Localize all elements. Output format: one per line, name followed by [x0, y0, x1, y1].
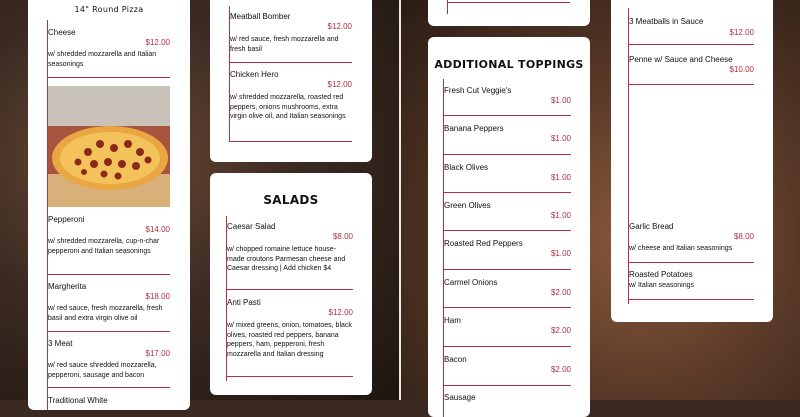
- salads-menu-card: [210, 173, 372, 395]
- item-name: Green Olives: [444, 201, 491, 210]
- menu-item-3-meatballs: [629, 17, 754, 43]
- item-name: Banana Peppers: [444, 124, 504, 133]
- item-divider: [444, 346, 571, 347]
- item-divider: [448, 2, 570, 3]
- item-price: $2.00: [550, 326, 571, 335]
- item-name: Meatball Bomber: [230, 12, 291, 21]
- item-price: $14.00: [145, 225, 170, 234]
- item-description: w/ Italian seasonings: [629, 282, 694, 289]
- sides-item-list: [628, 8, 754, 304]
- item-name: Roasted Potatoes: [629, 270, 693, 279]
- panel-divider: [399, 0, 401, 400]
- item-description: w/ shredded mozzarella, roasted red peppers, onions mushrooms, extra virgin olive oil, and Italian seasonings: [230, 94, 346, 121]
- item-price: $2.00: [550, 365, 571, 374]
- item-description: w/ red sauce, fresh mozzarella, fresh basil and extra virgin olive oil: [48, 305, 163, 322]
- menu-item-caesar-salad: [227, 222, 353, 296]
- toppings-item-list: [443, 79, 571, 417]
- item-price: $2.00: [550, 288, 571, 297]
- item-divider: [48, 274, 170, 275]
- item-divider: [48, 77, 170, 78]
- item-price: $1.00: [550, 96, 571, 105]
- item-divider: [444, 154, 571, 155]
- partial-menu-card-top: [428, 0, 590, 26]
- topping-item: [444, 278, 571, 310]
- item-description: w/ shredded mozzarella and Italian seasonings: [48, 51, 157, 68]
- salads-item-list: [226, 216, 353, 381]
- sides-menu-card: [611, 0, 773, 322]
- item-description: w/ red sauce shredded mozzarella, pepperoni, sausage and bacon: [48, 362, 157, 379]
- item-divider: [444, 385, 571, 386]
- item-divider: [227, 289, 353, 290]
- item-name: Anti Pasti: [227, 298, 261, 307]
- item-price: $17.00: [145, 349, 170, 358]
- item-price: $10.00: [729, 65, 754, 74]
- menu-item-anti-pasti: [227, 298, 353, 376]
- item-price: $8.00: [733, 232, 754, 241]
- item-divider: [444, 307, 571, 308]
- pizza-item-list: [47, 20, 170, 410]
- toppings-menu-card: [428, 37, 590, 417]
- menu-item-meatball-bomber: [230, 12, 352, 66]
- item-divider: [444, 230, 571, 231]
- item-name: Garlic Bread: [629, 222, 674, 231]
- item-price: $8.00: [332, 232, 353, 241]
- item-divider: [227, 376, 353, 377]
- item-description: w/ shredded mozzarella, cup-n-char pepperoni and Italian seasonings: [48, 238, 160, 255]
- menu-item-chicken-hero: [230, 70, 352, 142]
- menu-item-pepperoni: [48, 215, 170, 275]
- menu-item-cheese: [48, 28, 170, 78]
- menu-item-traditional-white: [48, 396, 170, 410]
- item-name: Traditional White: [48, 396, 108, 405]
- topping-item: [444, 201, 571, 233]
- item-name: 3 Meatballs in Sauce: [629, 17, 704, 26]
- item-name: Sausage: [444, 393, 476, 402]
- item-divider: [230, 62, 352, 63]
- menu-item-3-meat: [48, 339, 170, 389]
- card-title: 14" Round Pizza: [74, 5, 144, 14]
- partial-item-list: [447, 0, 570, 14]
- item-description: w/ red sauce, fresh mozzarella and fresh basil: [230, 36, 339, 53]
- item-price: $18.00: [145, 292, 170, 301]
- item-divider: [444, 192, 571, 193]
- item-name: Penne w/ Sauce and Cheese: [629, 55, 733, 64]
- pizza-image: [48, 86, 170, 207]
- item-price: $12.00: [327, 22, 352, 31]
- topping-item: [444, 355, 571, 387]
- item-name: Fresh Cut Veggie's: [444, 86, 512, 95]
- pizza-photo: [48, 86, 170, 207]
- card-title: SALADS: [263, 193, 319, 207]
- item-divider: [629, 262, 754, 263]
- item-description: w/ cheese and Italian seasonings: [629, 245, 733, 252]
- item-name: Caesar Salad: [227, 222, 276, 231]
- topping-item: [444, 316, 571, 348]
- item-description: w/ mixed greens, onion, tomatoes, black olives, roasted red peppers, banana peppers, ham, pepperoni, fresh mozzarella and Italian dressing: [227, 322, 352, 358]
- menu-item-margherita: [48, 282, 170, 332]
- item-price: $1.00: [550, 173, 571, 182]
- item-name: Chicken Hero: [230, 70, 279, 79]
- pizza-menu-card: [28, 0, 190, 410]
- item-name: Ham: [444, 316, 461, 325]
- item-name: Carmel Onions: [444, 278, 498, 287]
- hoagies-item-list: [229, 6, 352, 142]
- item-name: Cheese: [48, 28, 76, 37]
- topping-item: [444, 393, 571, 407]
- menu-item-penne: [629, 55, 754, 85]
- item-divider: [444, 115, 571, 116]
- menu-item-roasted-potatoes: [629, 270, 754, 306]
- item-divider: [48, 387, 170, 388]
- item-price: $12.00: [145, 38, 170, 47]
- menu-item-garlic-bread: [629, 222, 754, 264]
- item-price: $12.00: [327, 80, 352, 89]
- hoagies-menu-card: [210, 0, 372, 162]
- item-price: $12.00: [328, 308, 353, 317]
- item-divider: [444, 269, 571, 270]
- item-divider: [629, 44, 754, 45]
- item-price: $1.00: [550, 134, 571, 143]
- item-name: 3 Meat: [48, 339, 73, 348]
- item-divider: [629, 84, 754, 85]
- item-divider: [629, 299, 754, 300]
- item-price: $1.00: [550, 211, 571, 220]
- topping-item: [444, 163, 571, 195]
- item-price: $1.00: [550, 249, 571, 258]
- item-divider: [230, 141, 352, 142]
- topping-item: [444, 239, 571, 271]
- item-name: Bacon: [444, 355, 467, 364]
- item-name: Roasted Red Peppers: [444, 239, 523, 248]
- item-price: $12.00: [729, 28, 754, 37]
- topping-item: [444, 124, 571, 156]
- item-divider: [48, 331, 170, 332]
- item-name: Pepperoni: [48, 215, 85, 224]
- item-name: Margherita: [48, 282, 87, 291]
- item-name: Black Olives: [444, 163, 489, 172]
- card-title: ADDITIONAL TOPPINGS: [434, 58, 584, 71]
- item-description: w/ chopped romaine lettuce house-made croutons Parmesan cheese and Caesar dressing | Add chicken $4: [227, 246, 346, 273]
- topping-item: [444, 86, 571, 118]
